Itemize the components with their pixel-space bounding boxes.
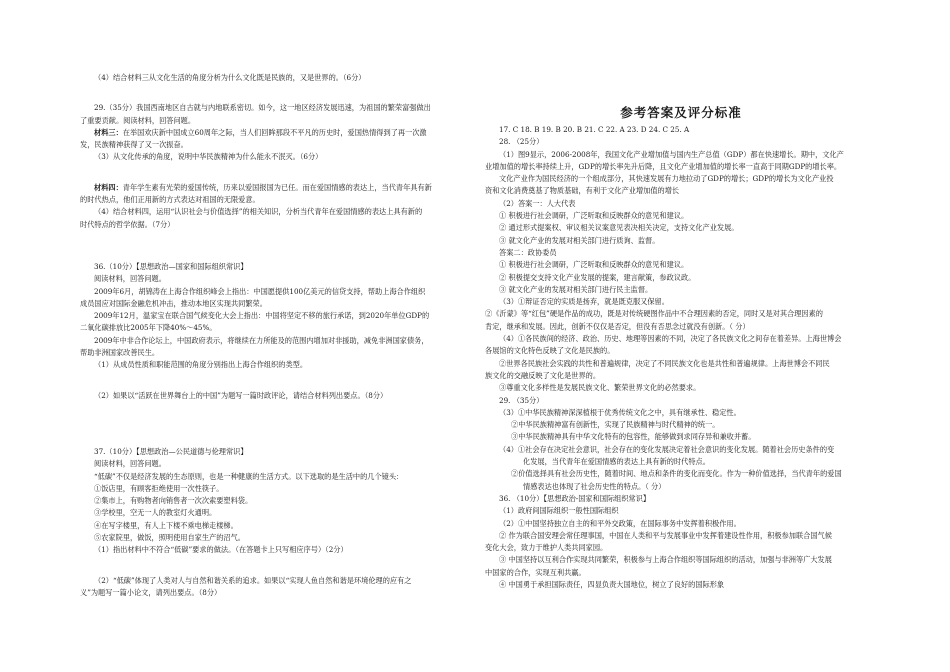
answer-key-title: 参考答案及评分标准 <box>620 105 742 120</box>
q29-intro: 29.（35分）我国西南地区自古就与内地联系密切。如今，这一地区经济发展迅速，为祖国的繁荣富强做出 <box>94 103 431 113</box>
q29-answer-header: 29. （35分） <box>499 395 544 405</box>
q37-instruction: 阅读材料，回答问题。 <box>94 459 166 469</box>
answer-item: ② 积极提交支持文化产业发展的提案，建言献策，参政议政。 <box>499 272 696 282</box>
q37-header: 37.（10分）【思想政治—公民道德与伦理常识】 <box>94 446 248 456</box>
q29-answer: ③中华民族精神具有中华文化特有的包容性，能够做到求同存异和兼收并蓄。 <box>511 432 756 442</box>
q37-item: ④在写字楼里，有人上下楼不乘电梯走楼梯。 <box>94 520 238 530</box>
q29-material4-cont: 的时代热点，他们正用新的方式表达对祖国的无限爱意。 <box>80 195 260 205</box>
q28-part3-cont: 肯定，继承和发展。因此，创新不仅仅是否定，但没有否思念过就没有创新。（ 分） <box>485 321 750 331</box>
q28-answer-line: （1）图9显示，2006-2008年，我国文化产业增加值与国内生产总值（GDP）都在快速增长。期中，文化产 <box>499 149 844 159</box>
material4-label: 材料四： <box>94 182 123 192</box>
q36-p2-cont: 二氧化碳排放比2005年下降40%～45%。 <box>80 323 217 333</box>
q29-part4: （4）结合材料四，运用“认识社会与价值选择”的相关知识，分析当代青年在爱国情感的表达上具有新的 <box>94 207 423 217</box>
q36-part1: （1）从成员性质和职能范围的角度分别指出上海合作组织的类型。 <box>94 360 308 370</box>
q28-part2-header: （2）答案一：人大代表 <box>499 198 576 208</box>
q29-part4-cont: 时代特点的哲学依据。（7分） <box>80 219 175 229</box>
q29-answer-cont: 化发展，当代青年在爱国情感的表达上具有新的时代特点。 <box>523 457 710 467</box>
q37-item: ②集市上，有购物者向销售者一次次索要塑料袋。 <box>94 496 253 506</box>
q36-answer-header: 36. （10分）【思想政治-国家和国际组织常识】 <box>499 493 651 503</box>
answer2-header: 答案二：政协委员 <box>499 247 557 257</box>
mc-answers: 17. C 18. B 19. B 20. B 21. C 22. A 23. D 24. C 25. A <box>499 125 690 134</box>
q28-part3: ②《沂蒙》等“红包”硬是作品的成功，既是对传统硬图作品中不合理因素的否定，同时又是对其合理因素的 <box>485 309 823 319</box>
q28-part4: （4）①各民族间的经济、政治、历史、地理等因素的不同，决定了各民族文化之间存在着差异。上海世博会 <box>499 334 842 344</box>
q29-intro-cont: 了重要贡献。阅读材料，回答问题。 <box>80 115 196 125</box>
q28-header: 28. （25分） <box>499 137 544 147</box>
q29-material3-cont: 发，民族精神获得了又一次振奋。 <box>80 140 188 150</box>
q36-answer: （2）①中国坚持独立自主的和平外交政策，在国际事务中发挥着积极作用。 <box>499 518 741 528</box>
q36-part2: （2）如果以“活跃在世界舞台上的中国”为题写一篇时政评论，请结合材料列出要点。（8分） <box>94 390 388 400</box>
q37-item: ①饭店里，有顾客拒绝使用一次性筷子。 <box>94 483 224 493</box>
answer-item: ③ 就文化产业的发展对相关部门进行质询、监督。 <box>499 235 660 245</box>
q36-p2: 2009年12月，温家宝在联合国气候变化大会上指出：中国将坚定不移的旅行承诺，到2020年单位GDP的 <box>94 311 430 321</box>
left-column <box>80 0 472 599</box>
q29-material4: 材料四：青年学生素有光荣的爱国传统，历来以爱国报国为已任。而在爱国情感的表达上，当代青年具有新 <box>94 182 432 192</box>
q29-answer-cont: 情感表达也体现了社会历史性的特点。（ 分） <box>523 481 666 491</box>
q36-p3-cont: 帮助非洲国家改善民生。 <box>80 348 160 358</box>
q28-answer-line: 资和文化消费奠基了物质基础，有利于文化产业增加值的增长 <box>485 186 680 196</box>
q28-answer-line: 文化产业作为国民经济的一个组成部分，其快速发展有力地拉动了GDP的增长；GDP的增长为文化产业投 <box>499 174 834 184</box>
q28-part4-cont: 族文化的交融反映了文化是世界的。 <box>485 370 601 380</box>
q37-part2-cont: 义”为题写一篇小论文，请列出要点。（8分） <box>80 587 222 597</box>
q36-p3: 2009年中非合作论坛上，中国政府表示，将继续在力所能及的范围内增加对非援助，减免非洲国家债务， <box>94 335 429 345</box>
q29-material3: 材料三：在举国欢庆新中国成立60周年之际，当人们回眸那段不平凡的历史时，爱国热情得到了再一次激 <box>94 127 427 137</box>
q37-p1: “低碳”不仅是经济发展的生态原则，也是一种健康的生活方式。以下选取的是生活中的几个镜头： <box>94 471 404 481</box>
q36-p1: 2009年6月，胡锦涛在上海合作组织峰会上指出：中国愿提供100亿美元的信贷支持，帮助上海合作组织 <box>94 286 426 296</box>
q28-part4-cont: 各展馆的文化特色反映了文化是民族的。 <box>485 346 615 356</box>
q36-answer: ② 作为联合国安理会常任理事国，中国在人类和平与发展事业中发挥着建设性作用，积极参加联合国气候 <box>499 530 832 540</box>
right-column <box>485 0 877 591</box>
q29-answer: ②价值选择具有社会历史性，随着时间、地点和条件的变化而变化。作为一种价值选择，当代青年的爱国 <box>511 469 842 479</box>
q29-part3: （3）从文化传承的角度，说明中华民族精神为什么能永不泯灭。（6分） <box>94 152 323 162</box>
q36-answer-cont: 中国家的合作，实现互利共赢。 <box>485 567 586 577</box>
answer-item: ③ 就文化产业的发展对相关部门进行民主监督。 <box>499 284 653 294</box>
q28-answer-line: 业增加值的增长率持续上升，GDP的增长率先升后降，且文化产业增加值的增长率一直高于同期GDP的增长率。 <box>485 161 842 171</box>
q37-item: ⑤农家院里，做饭，照明使用自家生产的沼气。 <box>94 533 245 543</box>
answer-item: ① 积极进行社会调研，广泛听取和反映群众的意见和建议。 <box>499 211 689 221</box>
material3-label: 材料三： <box>94 127 123 137</box>
question-text: （4）结合材料三从文化生活的角度分析为什么文化既是民族的，又是世界的。（6分） <box>94 73 366 82</box>
q36-p1-cont: 成员国应对国际金融危机冲击，推动本地区实现共同繁荣。 <box>80 298 267 308</box>
q36-answer: ③ 中国坚持以互利合作实现共同繁荣，积极参与上海合作组织等国际组织的活动，加强与非洲等广大发展 <box>499 555 832 565</box>
q37-part1: （1）指出材料中不符合“低碳”要求的做法。（在答题卡上只写相应序号）（2分） <box>94 545 348 555</box>
q36-answer-cont: 变化大会，致力于维护人类共同家园。 <box>485 543 608 553</box>
q29-answer: ②中华民族精神富有创新性，实现了民族精神与时代精神的统一。 <box>511 420 720 430</box>
q29-answer: （3）①中华民族精神深深植根于优秀传统文化之中，具有继承性、稳定性。 <box>499 407 741 417</box>
q28-part4: ②世界各民族社会实践的共性和普遍规律，决定了不同民族文化也是共性和普遍规律。上海世博会不同民 <box>499 358 830 368</box>
q36-answer: （1）政府间国际组织一般性国际组织 <box>499 506 619 516</box>
answer-item: ① 积极进行社会调研，广泛听取和反映群众的意见和建议。 <box>499 260 689 270</box>
answer-item: ② 通过形式提案权、审议相关议案意见表决相关决定，支持文化产业发展。 <box>499 223 739 233</box>
q37-part2: （2）“低碳”体现了人类对人与自然和谐关系的追求。如果以“实现人鱼自然和谐是环境伦理的应有之 <box>94 575 412 585</box>
q36-answer: ④ 中国勇于承担国际责任，四显负责大国地位，树立了良好的国际形象 <box>499 579 725 589</box>
q36-instruction: 阅读材料，回答问题。 <box>94 274 166 284</box>
q36-header: 36.（10分）【思想政治—国家和国际组织常识】 <box>94 261 248 271</box>
q29-answer: （4）①社会存在决定社会意识，社会存在的变化发展决定着社会意识的变化发展。随着社会历史条件的变 <box>499 444 835 454</box>
q28-part3: （3）①辩证否定的实质是扬弃，就是既克服又保留。 <box>499 297 669 307</box>
q28-part4: ③尊重文化多样性是发展民族文化、繁荣世界文化的必然要求。 <box>499 383 701 393</box>
q37-item: ③学校里，空无一人的教室灯火通明。 <box>94 508 217 518</box>
